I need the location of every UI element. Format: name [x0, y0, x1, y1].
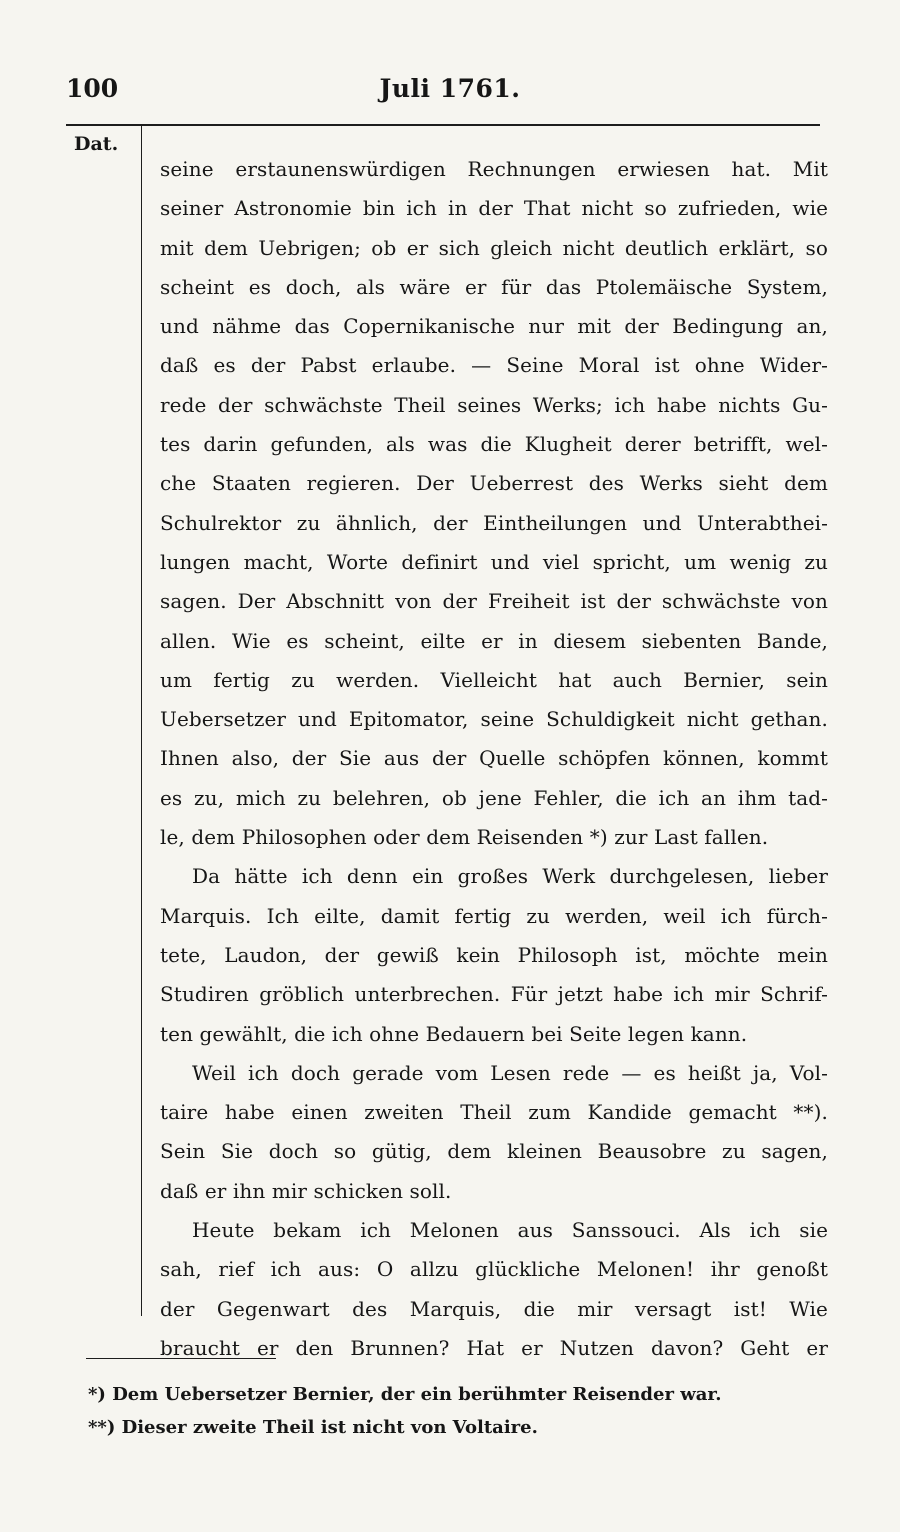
text-line: sah, rief ich aus: O allzu glückliche Melonen! ihr genoßt — [160, 1257, 828, 1282]
text-line: allen. Wie es scheint, eilte er in diesem siebenten Bande, — [160, 628, 828, 653]
text-line: Marquis. Ich eilte, damit fertig zu werden, weil ich fürch- — [160, 903, 828, 928]
footnote: *) Dem Uebersetzer Bernier, der ein berühmter Reisender war. — [88, 1384, 722, 1405]
text-line: tes darin gefunden, als was die Klugheit derer betrifft, wel- — [160, 432, 828, 457]
header-title: Juli 1761. — [379, 74, 521, 103]
text-line: daß es der Pabst erlaube. — Seine Moral ist ohne Wider- — [160, 353, 828, 378]
text-line: Uebersetzer und Epitomator, seine Schuldigkeit nicht gethan. — [160, 707, 828, 732]
text-line: braucht er den Brunnen? Hat er Nutzen davon? Geht er — [160, 1335, 828, 1360]
running-head — [0, 74, 900, 114]
text-line: scheint es doch, als wäre er für das Ptolemäische System, — [160, 274, 828, 299]
text-line: der Gegenwart des Marquis, die mir versagt ist! Wie — [160, 1296, 828, 1321]
text-line: Da hätte ich denn ein großes Werk durchgelesen, lieber — [192, 864, 828, 889]
text-line: seine erstaunenswürdigen Rechnungen erwiesen hat. Mit — [160, 157, 828, 181]
text-line: le, dem Philosophen oder dem Reisenden *) zur Last fallen. — [160, 825, 769, 850]
page-number: 100 — [66, 74, 119, 103]
text-line: seiner Astronomie bin ich in der That nicht so zufrieden, wie — [160, 196, 828, 221]
text-line: che Staaten regieren. Der Ueberrest des Werks sieht dem — [160, 471, 828, 496]
text-line: und nähme das Copernikanische nur mit der Bedingung an, — [160, 314, 828, 339]
margin-note-dat: Dat. — [74, 133, 119, 155]
text-line: mit dem Uebrigen; ob er sich gleich nicht deutlich erklärt, so — [160, 235, 828, 260]
text-line: es zu, mich zu belehren, ob jene Fehler, die ich an ihm tad- — [160, 785, 828, 810]
text-line: Schulrektor zu ähnlich, der Eintheilungen und Unterabthei- — [160, 510, 828, 535]
text-line: daß er ihn mir schicken soll. — [160, 1178, 452, 1203]
body-text — [160, 150, 828, 1368]
margin-rule — [141, 124, 142, 1316]
text-line: rede der schwächste Theil seines Werks; ich habe nichts Gu- — [160, 392, 828, 417]
text-line: Sein Sie doch so gütig, dem kleinen Beausobre zu sagen, — [160, 1139, 828, 1164]
text-line: Studiren gröblich unterbrechen. Für jetzt habe ich mir Schrif- — [160, 982, 828, 1007]
text-line: Ihnen also, der Sie aus der Quelle schöpfen können, kommt — [160, 746, 828, 771]
text-line: um fertig zu werden. Vielleicht hat auch Bernier, sein — [160, 667, 828, 692]
footnotes — [88, 1378, 828, 1444]
header-rule — [66, 124, 820, 126]
footnote: **) Dieser zweite Theil ist nicht von Voltaire. — [88, 1417, 538, 1438]
text-line: sagen. Der Abschnitt von der Freiheit ist der schwächste von — [160, 589, 828, 614]
text-line: taire habe einen zweiten Theil zum Kandide gemacht **). — [160, 1100, 828, 1125]
text-line: Heute bekam ich Melonen aus Sanssouci. Als ich sie — [192, 1218, 828, 1243]
footnote-rule — [86, 1358, 276, 1359]
text-line: tete, Laudon, der gewiß kein Philosoph ist, möchte mein — [160, 942, 828, 967]
text-line: lungen macht, Worte definirt und viel spricht, um wenig zu — [160, 549, 828, 574]
text-line: ten gewählt, die ich ohne Bedauern bei Seite legen kann. — [160, 1021, 748, 1046]
text-line: Weil ich doch gerade vom Lesen rede — es heißt ja, Vol- — [192, 1060, 828, 1085]
